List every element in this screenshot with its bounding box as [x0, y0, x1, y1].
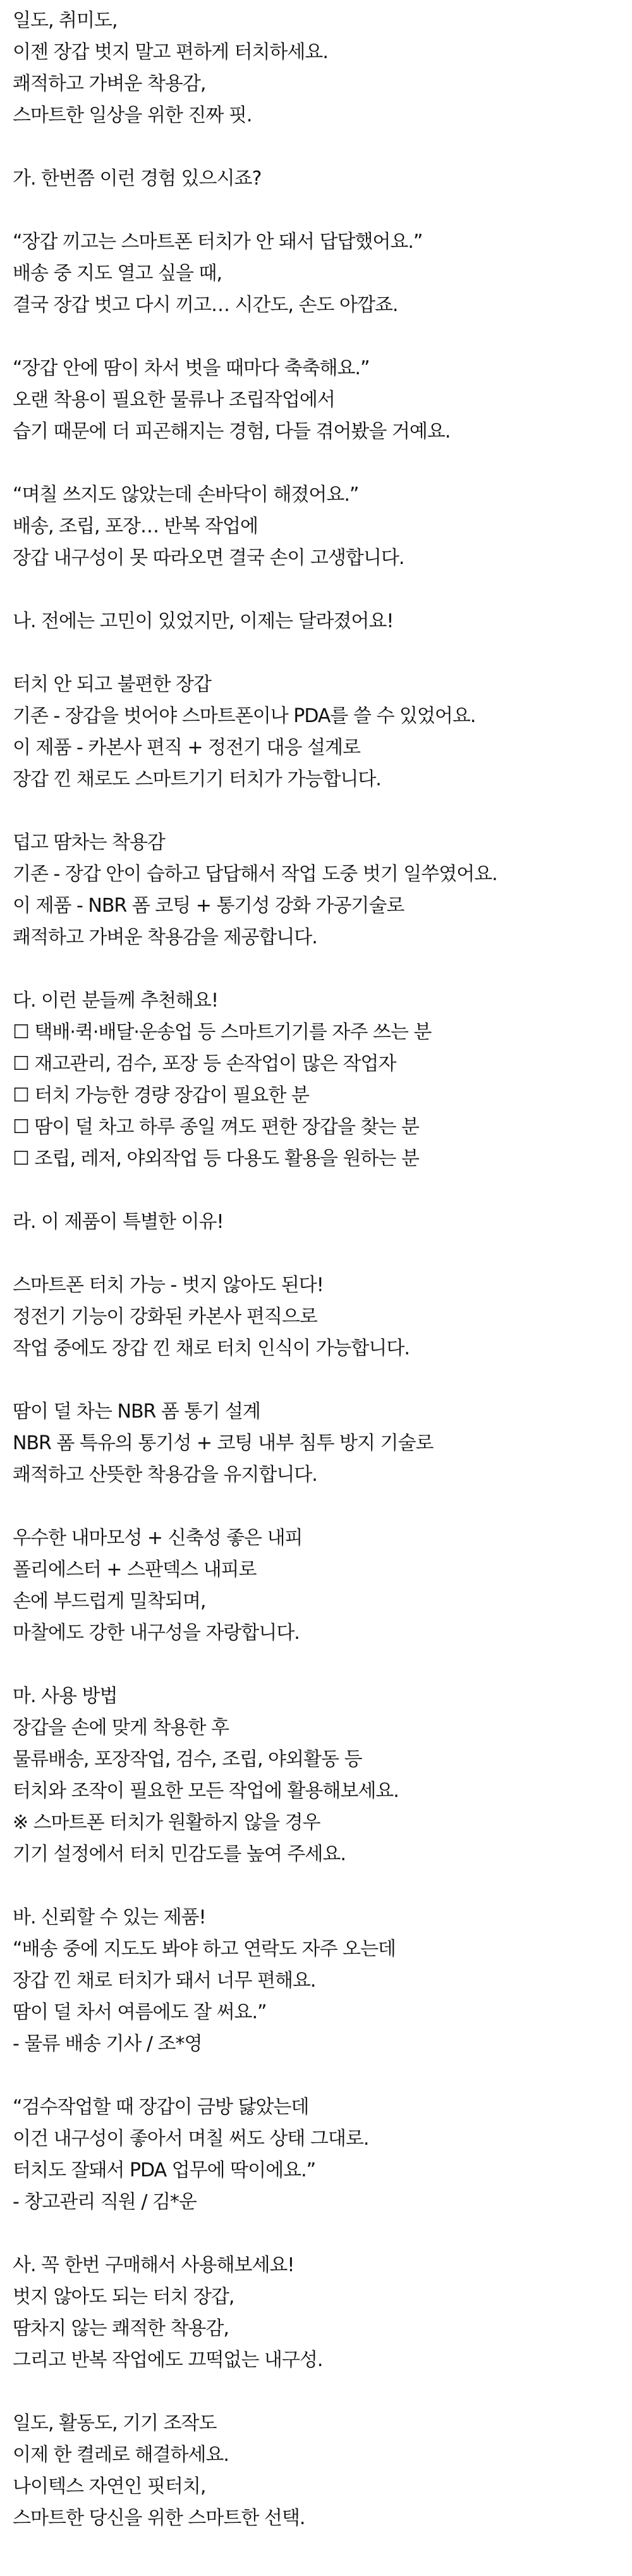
text-line: ※ 스마트폰 터치가 원활하지 않을 경우 — [13, 1812, 320, 1834]
paragraph — [13, 2092, 619, 2218]
text-line: 라. 이 제품이 특별한 이유! — [13, 1211, 224, 1233]
text-line: 터치 안 되고 불편한 장갑 — [13, 673, 211, 696]
text-line: “장갑 안에 땀이 차서 벗을 때마다 축축해요.” — [13, 357, 370, 379]
text-line: 장갑 내구성이 못 따라오면 결국 손이 고생합니다. — [13, 547, 404, 569]
text-line: 기존 - 장갑을 벗어야 스마트폰이나 PDA를 쓸 수 있었어요. — [13, 705, 476, 727]
paragraph — [13, 1902, 619, 2060]
text-line: 바. 신뢰할 수 있는 제품! — [13, 1906, 206, 1929]
text-line: 배송 중 지도 열고 싶을 때, — [13, 262, 222, 285]
text-line: 일도, 취미도, — [13, 9, 118, 32]
text-line: 기존 - 장갑 안이 습하고 답답해서 작업 도중 벗기 일쑤였어요. — [13, 863, 497, 885]
text-line: 배송, 조립, 포장… 반복 작업에 — [13, 515, 258, 537]
paragraph — [13, 1206, 619, 1238]
text-line: 터치와 조작이 필요한 모든 작업에 활용해보세요. — [13, 1780, 399, 1802]
text-line: - 물류 배송 기사 / 조*영 — [13, 2033, 202, 2055]
text-line: 일도, 활동도, 기기 조작도 — [13, 2412, 217, 2434]
text-line: 장갑 낀 채로도 스마트기기 터치가 가능합니다. — [13, 768, 381, 790]
text-line: 스마트한 당신을 위한 스마트한 선택. — [13, 2507, 305, 2529]
paragraph — [13, 163, 619, 195]
text-line: NBR 폼 특유의 통기성 + 코팅 내부 침투 방지 기술로 — [13, 1432, 434, 1454]
text-line: 나. 전에는 고민이 있었지만, 이제는 달라졌어요! — [13, 610, 394, 632]
text-line: 쾌적하고 가벼운 착용감을 제공합니다. — [13, 926, 317, 948]
paragraph — [13, 985, 619, 1175]
text-line: ☐ 택배·퀵·배달·운송업 등 스마트기기를 자주 쓰는 분 — [13, 1021, 432, 1043]
text-line: 결국 장갑 벗고 다시 끼고… 시간도, 손도 아깝죠. — [13, 294, 398, 316]
text-line: 오랜 착용이 필요한 물류나 조립작업에서 — [13, 389, 335, 411]
text-line: ☐ 땀이 덜 차고 하루 종일 껴도 편한 장갑을 찾는 분 — [13, 1116, 419, 1138]
text-line: 우수한 내마모성 + 신축성 좋은 내피 — [13, 1527, 303, 1549]
text-line: 작업 중에도 장갑 낀 채로 터치 인식이 가능합니다. — [13, 1337, 410, 1359]
text-line: ☐ 재고관리, 검수, 포장 등 손작업이 많은 작업자 — [13, 1053, 396, 1075]
paragraph — [13, 479, 619, 574]
text-line: 터치도 잘돼서 PDA 업무에 딱이에요.” — [13, 2159, 316, 2181]
text-line: 손에 부드럽게 밀착되며, — [13, 1590, 206, 1612]
text-line: 덥고 땀차는 착용감 — [13, 831, 165, 854]
text-line: 벗지 않아도 되는 터치 장갑, — [13, 2286, 234, 2308]
paragraph — [13, 606, 619, 637]
text-line: 쾌적하고 산뜻한 착용감을 유지합니다. — [13, 1464, 317, 1486]
text-line: 나이텍스 자연인 핏터치, — [13, 2475, 206, 2498]
text-line: 폴리에스터 + 스판덱스 내피로 — [13, 1559, 257, 1581]
paragraph — [13, 226, 619, 321]
paragraph — [13, 5, 619, 132]
text-line: 그리고 반복 작업에도 끄떡없는 내구성. — [13, 2349, 323, 2371]
paragraph — [13, 1523, 619, 1649]
text-line: 스마트한 일상을 위한 진짜 핏. — [13, 104, 252, 126]
text-line: 물류배송, 포장작업, 검수, 조립, 야외활동 등 — [13, 1748, 362, 1770]
paragraph — [13, 353, 619, 448]
text-line: 쾌적하고 가벼운 착용감, — [13, 73, 206, 95]
text-line: “검수작업할 때 장갑이 금방 닳았는데 — [13, 2096, 309, 2118]
text-line: “장갑 끼고는 스마트폰 터치가 안 돼서 답답했어요.” — [13, 231, 423, 253]
text-line: “며칠 쓰지도 않았는데 손바닥이 해졌어요.” — [13, 484, 359, 506]
text-line: 이 제품 - NBR 폼 코팅 + 통기성 강화 가공기술로 — [13, 895, 404, 917]
text-line: 스마트폰 터치 가능 - 벗지 않아도 된다! — [13, 1274, 324, 1296]
text-line: 사. 꼭 한번 구매해서 사용해보세요! — [13, 2254, 295, 2276]
text-line: 이 제품 - 카본사 편직 + 정전기 대응 설계로 — [13, 737, 360, 759]
document-body — [13, 5, 619, 2566]
text-line: 이젠 장갑 벗지 말고 편하게 터치하세요. — [13, 41, 328, 63]
text-line: 이제 한 켤레로 해결하세요. — [13, 2444, 229, 2466]
text-line: 장갑 낀 채로 터치가 돼서 너무 편해요. — [13, 1970, 316, 1992]
text-line: “배송 중에 지도도 봐야 하고 연락도 자주 오는데 — [13, 1938, 396, 1960]
paragraph — [13, 2250, 619, 2376]
paragraph — [13, 669, 619, 795]
text-line: 다. 이런 분들께 추천해요! — [13, 990, 218, 1012]
text-line: 습기 때문에 더 피곤해지는 경험, 다들 겪어봤을 거예요. — [13, 420, 451, 443]
text-line: - 창고관리 직원 / 김*운 — [13, 2191, 197, 2213]
text-line: 정전기 기능이 강화된 카본사 편직으로 — [13, 1306, 317, 1328]
text-line: 장갑을 손에 맞게 착용한 후 — [13, 1717, 229, 1739]
text-line: 땀차지 않는 쾌적한 착용감, — [13, 2317, 229, 2340]
text-line: 땀이 덜 차서 여름에도 잘 써요.” — [13, 2001, 267, 2023]
text-line: ☐ 조립, 레저, 야외작업 등 다용도 활용을 원하는 분 — [13, 1148, 419, 1170]
paragraph — [13, 1270, 619, 1365]
text-line: ☐ 터치 가능한 경량 장갑이 필요한 분 — [13, 1084, 309, 1107]
text-line: 땀이 덜 차는 NBR 폼 통기 설계 — [13, 1401, 260, 1423]
text-line: 마찰에도 강한 내구성을 자랑합니다. — [13, 1622, 300, 1644]
text-line: 가. 한번쯤 이런 경험 있으시죠? — [13, 168, 262, 190]
text-line: 마. 사용 방법 — [13, 1685, 118, 1707]
paragraph — [13, 1681, 619, 1870]
text-line: 기기 설정에서 터치 민감도를 높여 주세요. — [13, 1843, 346, 1865]
paragraph — [13, 2408, 619, 2534]
text-line: 이건 내구성이 좋아서 며칠 써도 상태 그대로. — [13, 2128, 369, 2150]
paragraph — [13, 1396, 619, 1491]
paragraph — [13, 827, 619, 954]
